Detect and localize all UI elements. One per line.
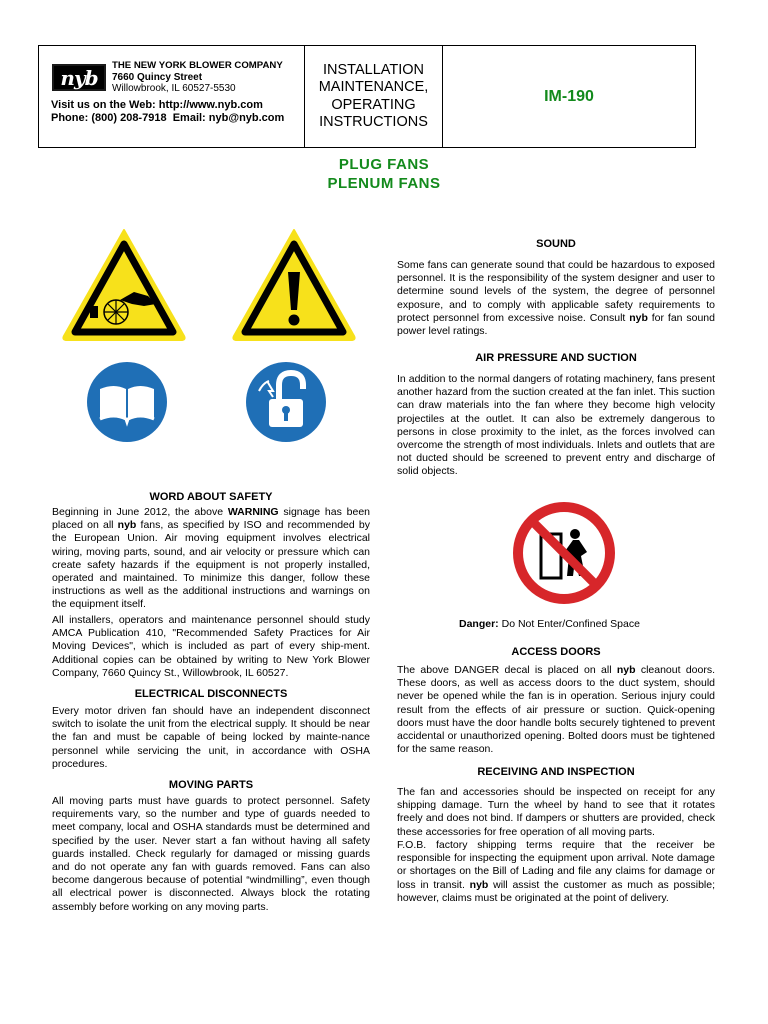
- phone-value: (800) 208-7918: [91, 112, 167, 124]
- air-pressure-paragraph: In addition to the normal dangers of rotating machinery, fans present another hazard from the suction created at the fan inlet. This suction can draw materials into the fan where they become high velocity projectiles at the outlet. It can also be extremely dangerous to persons in close proximity to the inlet, as the forces involved can overcome the strength of most individuals. Inlets and outlets that are not ducted should be screened to prevent entry and discharge of solid objects.: [397, 373, 715, 478]
- document-code: IM-190: [544, 87, 594, 105]
- entanglement-warning-sign: [60, 226, 188, 344]
- text-run: fans, as specified by ISO and recommended by the European Union. Air moving equipment involves electrical wiring, moving parts, sound, and air velocity or pressure which can create safety hazards if the equipment is not properly installed, operated and maintained. To minimize this danger, follow these instructions as well as the additional instructions and warnings on the equipment itself.: [52, 519, 370, 611]
- phone-line: [51, 112, 284, 125]
- lockout-disconnect-sign: [245, 361, 327, 443]
- danger-text: Do Not Enter/Confined Space: [501, 618, 640, 630]
- web-line: [51, 99, 284, 112]
- doc-title-line: INSTALLATION: [323, 61, 424, 78]
- text-run: Beginning in June 2012, the above: [52, 506, 228, 518]
- safety-paragraph-2: All installers, operators and maintenance personnel should study AMCA Publication 410, "Recommended Safety Practices for Air Moving Devices", which is included as part of every ship-ment. Additional copies can be obtained by writing to New York Blower Company, 7660 Quincy St., Willowbrook, IL 60527.: [52, 614, 370, 679]
- read-manual-sign: [86, 361, 168, 443]
- general-warning-sign: [230, 226, 358, 344]
- title-line-1: PLUG FANS: [338, 156, 430, 173]
- doc-title-line: OPERATING: [331, 96, 416, 113]
- nyb-logo: [52, 64, 106, 91]
- company-name: THE NEW YORK BLOWER COMPANY: [112, 60, 283, 71]
- access-doors-paragraph: [397, 664, 715, 756]
- danger-caption: [459, 618, 640, 630]
- web-label: Visit us on the Web:: [51, 99, 156, 111]
- title-line-2: PLENUM FANS: [327, 175, 441, 192]
- text-run: Some fans can generate sound that could be hazardous to exposed personnel. It is the responsibility of the system designer and user to determine sound levels of the system, the degree of personnel exposure, and to comply with applicable safety requirements to protect personnel from excessive noise. Consult: [397, 259, 715, 324]
- company-city: Willowbrook, IL 60527-5530: [112, 83, 236, 94]
- doc-title-line: INSTRUCTIONS: [319, 114, 428, 130]
- section-heading-air-pressure: AIR PRESSURE AND SUCTION: [475, 352, 637, 364]
- contact-info: [51, 99, 284, 125]
- brand-emphasis: nyb: [629, 311, 648, 324]
- doc-title-line: MAINTENANCE,: [318, 79, 429, 95]
- warning-emphasis: WARNING: [227, 506, 279, 518]
- text-run: signage has been placed on all: [52, 506, 370, 532]
- document-type: [305, 46, 443, 147]
- electrical-paragraph: Every motor driven fan should have an independent disconnect switch to isolate the unit from the electrical supply. It should be near the fan and must be capable of being locked by mainte-nance personnel while servicing the unit, in accordance with OSHA procedures.: [52, 705, 370, 770]
- main-title: [0, 155, 768, 193]
- text-run: cleanout doors. These doors, as well as access doors to the duct system, should never be opened while the fan is in operation. Serious injury could result from the effects of air pressure or suction. Quick-opening doors must have the door handle bolts securely tightened to prevent accidental or unauthorized opening. Bolted doors must be tightened for the same reason.: [397, 664, 715, 756]
- text-run: F.O.B. factory shipping terms require that the receiver be responsible for inspecting the equipment upon arrival. Note damage or shortages on the Bill of Lading and file any claims for damage or loss in transit.: [397, 839, 715, 891]
- do-not-enter-sign: [511, 500, 617, 606]
- company-block: [39, 46, 305, 147]
- safety-paragraph-1: [52, 506, 370, 612]
- email-label: Email:: [172, 112, 206, 124]
- logo-text: nyb: [60, 65, 98, 90]
- sound-paragraph: [397, 259, 715, 338]
- section-heading-electrical: ELECTRICAL DISCONNECTS: [134, 688, 288, 700]
- section-heading-safety: WORD ABOUT SAFETY: [149, 491, 273, 503]
- moving-parts-paragraph: All moving parts must have guards to protect personnel. Safety requirements vary, so the number and type of guards needed to meet company, local and OSHA standards must be determined and specified by the user. Never start a fan without having all safety guards installed. Check regularly for damaged or missing guards and do not operate any fan with guards removed. Fans can also become dangerous because of potential “windmilling”, even though all electrical power is disconnected. Always block the rotating assembly before working on any moving parts.: [52, 795, 370, 913]
- text-run: for fan sound power level ratings.: [397, 311, 715, 338]
- document-header: [38, 45, 696, 148]
- phone-label: Phone:: [51, 112, 89, 124]
- brand-emphasis: nyb: [616, 664, 636, 676]
- brand-emphasis: nyb: [469, 878, 489, 891]
- receiving-paragraph-1: The fan and accessories should be inspected on receipt for any shipping damage. Turn the wheel by hand to see that it rotates freely and does not bind. If dampers or shutters are provided, check these accessories for free operation of all moving parts.: [397, 786, 715, 838]
- text-run: The above DANGER decal is placed on all: [397, 664, 617, 676]
- section-heading-moving-parts: MOVING PARTS: [168, 779, 254, 791]
- receiving-paragraph-2: [397, 839, 715, 905]
- section-heading-access-doors: ACCESS DOORS: [511, 646, 601, 658]
- web-link[interactable]: http://www.nyb.com: [158, 99, 263, 111]
- company-street: 7660 Quincy Street: [112, 71, 203, 83]
- email-link[interactable]: nyb@nyb.com: [208, 112, 285, 124]
- company-address: [112, 60, 283, 95]
- brand-emphasis: nyb: [117, 519, 137, 532]
- section-heading-sound: SOUND: [536, 238, 576, 250]
- danger-label: Danger:: [459, 618, 499, 630]
- text-run: will assist the customer as much as possible; however, claims must be originated at the point of delivery.: [397, 878, 715, 904]
- section-heading-receiving: RECEIVING AND INSPECTION: [477, 766, 635, 778]
